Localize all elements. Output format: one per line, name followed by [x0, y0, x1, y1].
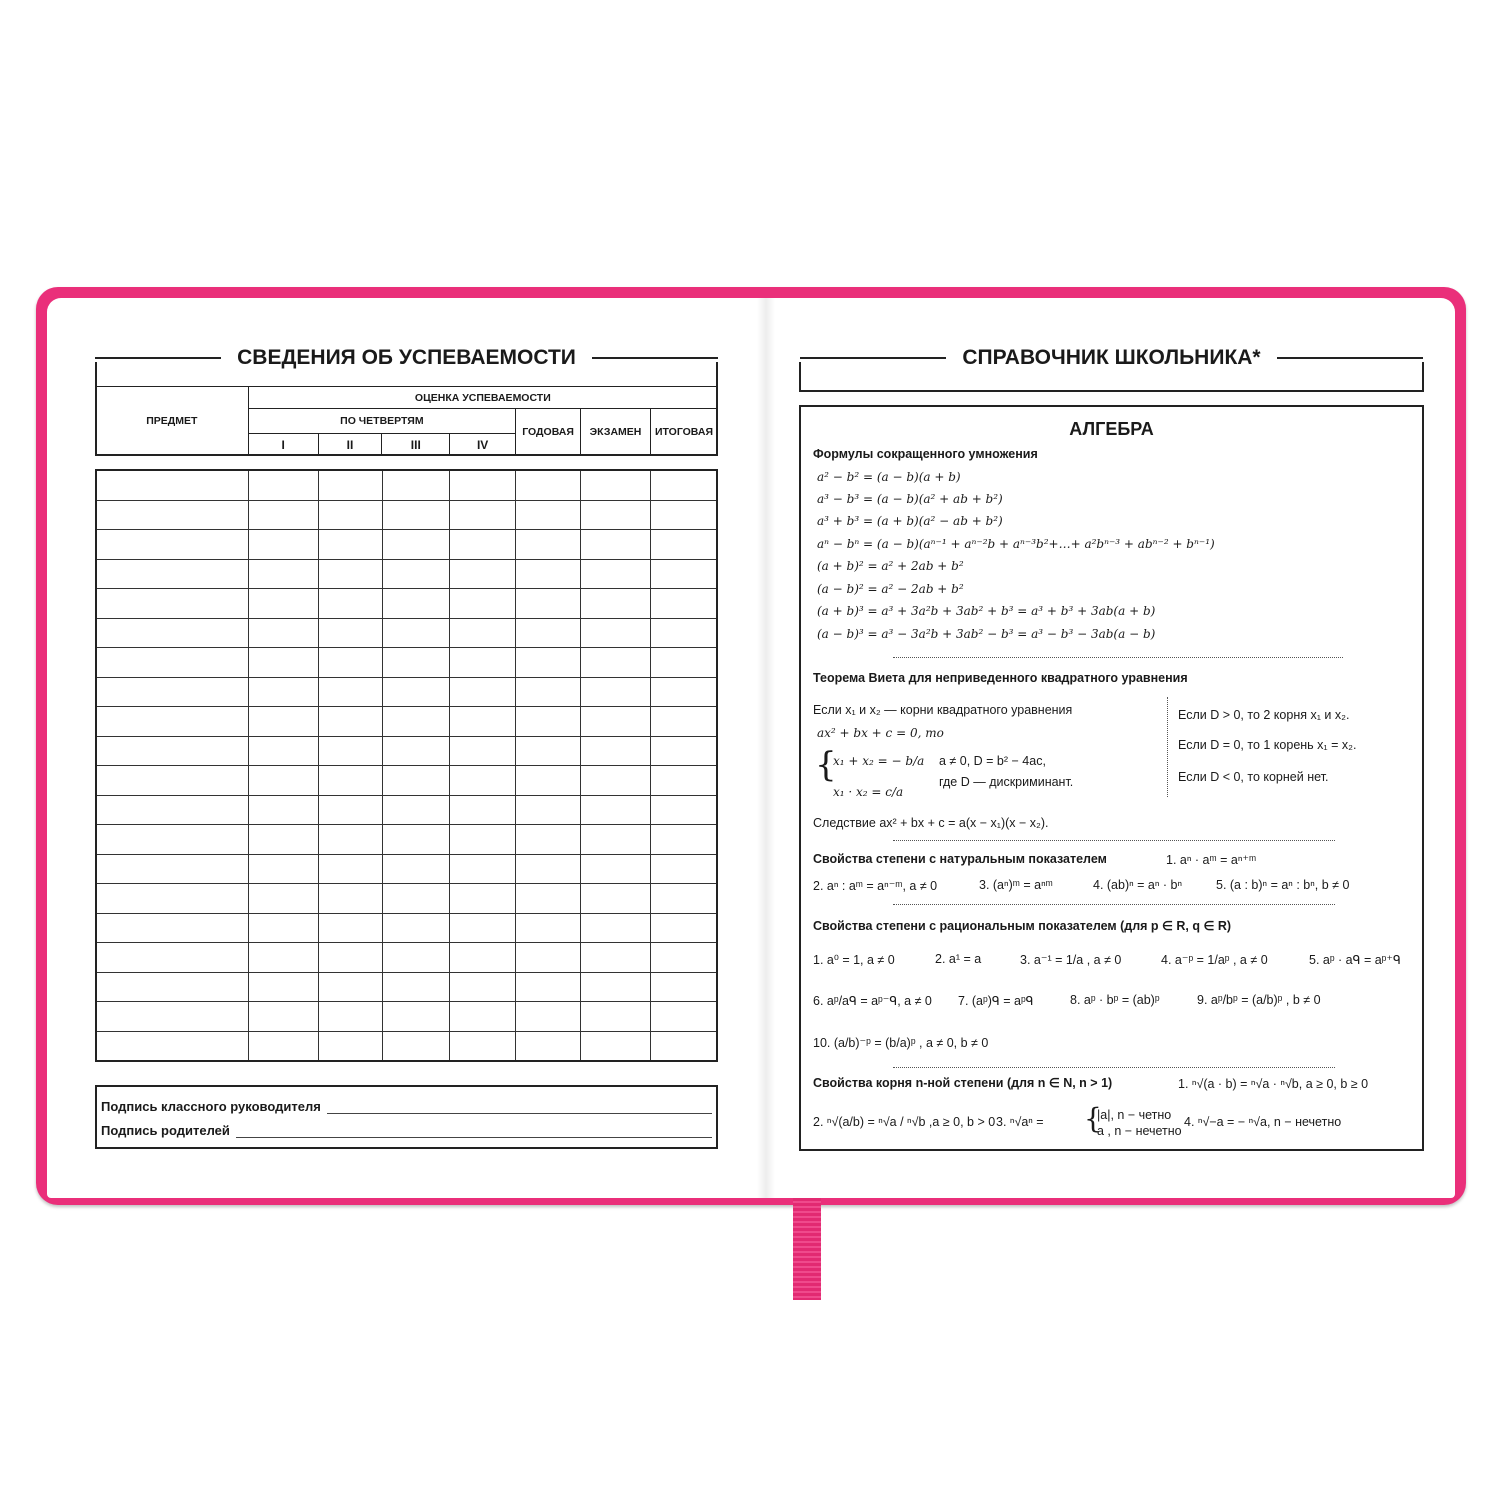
rational-power-9: 9. aᵖ/bᵖ = (a/b)ᵖ , b ≠ 0	[1197, 993, 1321, 1007]
grade-cell[interactable]	[580, 530, 650, 560]
grade-cell[interactable]	[249, 470, 319, 500]
grade-cell[interactable]	[249, 1031, 319, 1061]
discriminant-case-2: Если D = 0, то 1 корень x₁ = x₂.	[1178, 738, 1357, 752]
vieta-product: x₁ · x₂ = c/a	[833, 785, 904, 799]
table-row	[96, 1031, 717, 1061]
grade-cell[interactable]	[382, 530, 450, 560]
grade-cell[interactable]	[249, 648, 319, 678]
grade-cell[interactable]	[650, 825, 717, 855]
natural-power-5: 5. (a : b)ⁿ = aⁿ : bⁿ, b ≠ 0	[1216, 878, 1350, 892]
grade-cell[interactable]	[650, 677, 717, 707]
grade-cell[interactable]	[318, 884, 382, 914]
grade-cell[interactable]	[382, 707, 450, 737]
grade-cell[interactable]	[382, 677, 450, 707]
subject-cell[interactable]	[96, 677, 249, 707]
grade-cell[interactable]	[318, 707, 382, 737]
subject-cell[interactable]	[96, 1031, 249, 1061]
grade-cell[interactable]	[580, 766, 650, 796]
table-row	[96, 677, 717, 707]
rational-powers-heading: Свойства степени с рациональным показателем (для p ∈ R, q ∈ R)	[813, 919, 1232, 933]
grade-cell[interactable]	[580, 1002, 650, 1032]
grade-cell[interactable]	[450, 707, 516, 737]
grade-cell[interactable]	[249, 884, 319, 914]
vieta-condition-1: a ≠ 0, D = b² − 4ac,	[939, 754, 1046, 768]
grade-cell[interactable]	[580, 677, 650, 707]
grade-cell[interactable]	[318, 766, 382, 796]
grade-cell[interactable]	[650, 530, 717, 560]
grade-cell[interactable]	[516, 972, 581, 1002]
grade-cell[interactable]	[516, 589, 581, 619]
subject-cell[interactable]	[96, 825, 249, 855]
exam-header: ЭКЗАМЕН	[581, 409, 651, 456]
table-row	[96, 795, 717, 825]
grade-cell[interactable]	[580, 825, 650, 855]
root-property-3: 3. ⁿ√aⁿ =	[996, 1115, 1044, 1129]
formula-6: (a − b)² = a² − 2ab + b²	[817, 582, 964, 596]
vertical-divider	[1167, 697, 1168, 797]
grade-cell[interactable]	[516, 707, 581, 737]
grade-cell[interactable]	[450, 1002, 516, 1032]
table-row	[96, 943, 717, 973]
formula-2: a³ − b³ = (a − b)(a² + ab + b²)	[817, 492, 1003, 506]
grade-cell[interactable]	[450, 677, 516, 707]
rational-power-7: 7. (aᵖ)ᑫ = aᵖᑫ	[958, 994, 1034, 1008]
table-row	[96, 913, 717, 943]
formula-8: (a − b)³ = a³ − 3a²b + 3ab² − b³ = a³ − b³ − 3ab(a − b)	[817, 627, 1156, 641]
grade-cell[interactable]	[516, 766, 581, 796]
quarter-1-header: I	[248, 434, 318, 456]
formula-4: aⁿ − bⁿ = (a − b)(aⁿ⁻¹ + aⁿ⁻²b + aⁿ⁻³b²+…+ a²bⁿ⁻³ + abⁿ⁻² + bⁿ⁻¹)	[817, 537, 1215, 551]
grade-cell[interactable]	[516, 618, 581, 648]
root-property-4: 4. ⁿ√−a = − ⁿ√a, n − нечетно	[1184, 1115, 1342, 1129]
table-row	[96, 884, 717, 914]
grade-cell[interactable]	[516, 500, 581, 530]
subject-cell[interactable]	[96, 884, 249, 914]
grade-cell[interactable]	[650, 589, 717, 619]
grade-cell[interactable]	[516, 943, 581, 973]
grade-cell[interactable]	[318, 795, 382, 825]
grades-table	[95, 469, 718, 1062]
table-row	[96, 736, 717, 766]
vieta-line-2: ax² + bx + c = 0, то	[817, 726, 944, 740]
root-property-2: 2. ⁿ√(a/b) = ⁿ√a / ⁿ√b ,a ≥ 0, b > 0	[813, 1115, 996, 1129]
rational-power-6: 6. aᵖ/aᑫ = aᵖ⁻ᑫ, a ≠ 0	[813, 994, 932, 1008]
grade-cell[interactable]	[450, 530, 516, 560]
subject-cell[interactable]	[96, 972, 249, 1002]
grade-cell[interactable]	[249, 795, 319, 825]
grade-cell[interactable]	[382, 500, 450, 530]
subject-header: ПРЕДМЕТ	[96, 387, 249, 456]
grade-cell[interactable]	[580, 854, 650, 884]
grade-cell[interactable]	[382, 795, 450, 825]
parents-signature-label: Подпись родителей	[101, 1123, 230, 1138]
left-page-title-text: СВЕДЕНИЯ ОБ УСПЕВАЕМОСТИ	[237, 346, 576, 369]
grade-cell[interactable]	[450, 972, 516, 1002]
grade-cell[interactable]	[382, 884, 450, 914]
discriminant-case-3: Если D < 0, то корней нет.	[1178, 770, 1329, 784]
grade-cell[interactable]	[650, 1002, 717, 1032]
grade-cell[interactable]	[650, 648, 717, 678]
grade-cell[interactable]	[650, 500, 717, 530]
grade-cell[interactable]	[249, 618, 319, 648]
right-title-frame	[799, 362, 1424, 392]
grade-cell[interactable]	[650, 972, 717, 1002]
grade-cell[interactable]	[580, 707, 650, 737]
grade-cell[interactable]	[249, 530, 319, 560]
grade-cell[interactable]	[650, 766, 717, 796]
subject-cell[interactable]	[96, 707, 249, 737]
table-row	[96, 972, 717, 1002]
rational-power-3: 3. a⁻¹ = 1/a , a ≠ 0	[1020, 953, 1122, 967]
grade-cell[interactable]	[318, 470, 382, 500]
grade-cell[interactable]	[580, 913, 650, 943]
teacher-signature-row	[101, 1099, 712, 1114]
grade-cell[interactable]	[450, 500, 516, 530]
grade-cell[interactable]	[516, 1031, 581, 1061]
grade-cell[interactable]	[318, 943, 382, 973]
grade-cell[interactable]	[516, 913, 581, 943]
subject-cell[interactable]	[96, 854, 249, 884]
grade-cell[interactable]	[249, 736, 319, 766]
grade-cell[interactable]	[249, 500, 319, 530]
grade-cell[interactable]	[516, 1002, 581, 1032]
grade-cell[interactable]	[580, 618, 650, 648]
grade-cell[interactable]	[382, 559, 450, 589]
formula-3: a³ + b³ = (a + b)(a² − ab + b²)	[817, 514, 1003, 528]
root-odd-case: a , n − нечетно	[1097, 1124, 1182, 1138]
formula-7: (a + b)³ = a³ + 3a²b + 3ab² + b³ = a³ + b³ + 3ab(a + b)	[817, 604, 1156, 618]
grade-cell[interactable]	[382, 1031, 450, 1061]
grade-cell[interactable]	[450, 1031, 516, 1061]
grade-cell[interactable]	[580, 500, 650, 530]
divider	[893, 840, 1335, 841]
grade-cell[interactable]	[318, 559, 382, 589]
parents-signature-row	[101, 1123, 712, 1138]
table-row	[96, 825, 717, 855]
grade-cell[interactable]	[516, 470, 581, 500]
subject-cell[interactable]	[96, 470, 249, 500]
grade-cell[interactable]	[249, 766, 319, 796]
grade-cell[interactable]	[580, 589, 650, 619]
table-row	[96, 1002, 717, 1032]
grade-cell[interactable]	[450, 913, 516, 943]
grade-cell[interactable]	[450, 618, 516, 648]
natural-power-3: 3. (aⁿ)ᵐ = aⁿᵐ	[979, 878, 1053, 892]
grade-cell[interactable]	[650, 1031, 717, 1061]
grade-cell[interactable]	[650, 707, 717, 737]
rational-power-10: 10. (a/b)⁻ᵖ = (b/a)ᵖ , a ≠ 0, b ≠ 0	[813, 1036, 989, 1050]
grade-cell[interactable]	[382, 736, 450, 766]
grade-cell[interactable]	[650, 943, 717, 973]
algebra-title: АЛГЕБРА	[1069, 419, 1154, 439]
grade-cell[interactable]	[650, 618, 717, 648]
grade-cell[interactable]	[382, 470, 450, 500]
grade-cell[interactable]	[318, 677, 382, 707]
grade-cell[interactable]	[650, 795, 717, 825]
grade-cell[interactable]	[249, 1002, 319, 1032]
subject-cell[interactable]	[96, 648, 249, 678]
table-row	[96, 854, 717, 884]
grade-cell[interactable]	[650, 913, 717, 943]
grade-cell[interactable]	[516, 677, 581, 707]
quarter-3-header: III	[382, 434, 450, 456]
formula-1: a² − b² = (a − b)(a + b)	[817, 470, 961, 484]
rational-power-2: 2. a¹ = a	[935, 952, 982, 966]
parents-signature-line[interactable]	[236, 1125, 712, 1138]
subject-cell[interactable]	[96, 795, 249, 825]
table-row	[96, 559, 717, 589]
subject-cell[interactable]	[96, 530, 249, 560]
grade-cell[interactable]	[450, 559, 516, 589]
grade-cell[interactable]	[318, 972, 382, 1002]
vieta-condition-2: где D — дискриминант.	[939, 775, 1074, 789]
grade-cell[interactable]	[249, 825, 319, 855]
grade-cell[interactable]	[450, 825, 516, 855]
grade-cell[interactable]	[580, 736, 650, 766]
divider	[893, 657, 1343, 658]
grade-cell[interactable]	[318, 618, 382, 648]
grade-cell[interactable]	[516, 530, 581, 560]
table-row	[96, 707, 717, 737]
grade-cell[interactable]	[318, 913, 382, 943]
grade-cell[interactable]	[450, 470, 516, 500]
grade-cell[interactable]	[650, 736, 717, 766]
grade-cell[interactable]	[249, 854, 319, 884]
divider	[893, 904, 1335, 905]
subject-cell[interactable]	[96, 559, 249, 589]
grade-cell[interactable]	[450, 736, 516, 766]
root-even-case: |a|, n − четно	[1097, 1108, 1172, 1122]
root-brace: {	[1084, 1102, 1102, 1135]
grade-cell[interactable]	[450, 943, 516, 973]
grade-cell[interactable]	[318, 530, 382, 560]
right-page-title-text: СПРАВОЧНИК ШКОЛЬНИКА*	[962, 346, 1261, 369]
grade-cell[interactable]	[450, 884, 516, 914]
grade-cell[interactable]	[580, 559, 650, 589]
grade-cell[interactable]	[382, 825, 450, 855]
grade-cell[interactable]	[249, 559, 319, 589]
teacher-signature-label: Подпись классного руководителя	[101, 1099, 321, 1114]
table-row	[96, 766, 717, 796]
grade-cell[interactable]	[450, 766, 516, 796]
grades-header-table	[95, 386, 718, 456]
rational-power-8: 8. aᵖ · bᵖ = (ab)ᵖ	[1070, 993, 1160, 1007]
grade-cell[interactable]	[580, 795, 650, 825]
root-property-1: 1. ⁿ√(a · b) = ⁿ√a · ⁿ√b, a ≥ 0, b ≥ 0	[1178, 1077, 1369, 1091]
table-row	[96, 648, 717, 678]
grade-cell[interactable]	[382, 1002, 450, 1032]
vieta-heading: Теорема Виета для неприведенного квадратного уравнения	[813, 671, 1188, 685]
algebra-reference	[799, 405, 1424, 1151]
natural-power-4: 4. (ab)ⁿ = aⁿ · bⁿ	[1093, 878, 1183, 892]
subject-cell[interactable]	[96, 500, 249, 530]
grade-cell[interactable]	[249, 943, 319, 973]
system-brace: {	[815, 745, 837, 785]
grade-cell[interactable]	[318, 500, 382, 530]
ribbon-bookmark	[793, 1198, 821, 1300]
grade-cell[interactable]	[580, 972, 650, 1002]
final-header: ИТОГОВАЯ	[650, 409, 717, 456]
grade-cell[interactable]	[450, 795, 516, 825]
grade-cell[interactable]	[382, 648, 450, 678]
table-row	[96, 470, 717, 500]
roots-heading: Свойства корня n-ной степени (для n ∈ N, n > 1)	[813, 1076, 1113, 1090]
book-spine	[757, 298, 775, 1198]
grade-cell[interactable]	[249, 707, 319, 737]
subject-cell[interactable]	[96, 618, 249, 648]
grade-cell[interactable]	[650, 884, 717, 914]
grade-cell[interactable]	[318, 1002, 382, 1032]
grade-cell[interactable]	[382, 972, 450, 1002]
quarters-header: ПО ЧЕТВЕРТЯМ	[248, 409, 515, 434]
subject-cell[interactable]	[96, 766, 249, 796]
grade-cell[interactable]	[516, 648, 581, 678]
grade-cell[interactable]	[318, 825, 382, 855]
rational-power-5: 5. aᵖ · aᑫ = aᵖ⁺ᑫ	[1309, 953, 1401, 967]
subject-cell[interactable]	[96, 943, 249, 973]
vieta-sum: x₁ + x₂ = − b/a	[833, 754, 925, 768]
grade-cell[interactable]	[516, 884, 581, 914]
subject-cell[interactable]	[96, 913, 249, 943]
natural-power-2: 2. aⁿ : aᵐ = aⁿ⁻ᵐ, a ≠ 0	[813, 879, 938, 893]
grade-cell[interactable]	[580, 943, 650, 973]
grade-cell[interactable]	[450, 589, 516, 619]
divider	[893, 1067, 1335, 1068]
vieta-corollary: Следствие ax² + bx + c = a(x − x₁)(x − x₂).	[813, 816, 1049, 830]
short-mult-heading: Формулы сокращенного умножения	[813, 447, 1038, 461]
grade-cell[interactable]	[318, 589, 382, 619]
grade-cell[interactable]	[382, 854, 450, 884]
discriminant-case-1: Если D > 0, то 2 корня x₁ и x₂.	[1178, 708, 1350, 722]
signatures-box	[95, 1085, 718, 1149]
grade-cell[interactable]	[382, 589, 450, 619]
grade-cell[interactable]	[249, 677, 319, 707]
grade-cell[interactable]	[382, 766, 450, 796]
grade-cell[interactable]	[450, 854, 516, 884]
quarter-2-header: II	[318, 434, 382, 456]
grade-cell[interactable]	[650, 559, 717, 589]
grade-cell[interactable]	[580, 1031, 650, 1061]
grade-cell[interactable]	[249, 972, 319, 1002]
rational-power-1: 1. a⁰ = 1, a ≠ 0	[813, 953, 895, 967]
grade-cell[interactable]	[249, 589, 319, 619]
subject-cell[interactable]	[96, 736, 249, 766]
quarter-4-header: IV	[450, 434, 516, 456]
grade-cell[interactable]	[516, 825, 581, 855]
grade-cell[interactable]	[382, 943, 450, 973]
grade-cell[interactable]	[516, 854, 581, 884]
annual-header: ГОДОВАЯ	[516, 409, 581, 456]
grade-cell[interactable]	[650, 854, 717, 884]
grade-cell[interactable]	[249, 913, 319, 943]
grade-cell[interactable]	[318, 736, 382, 766]
grade-cell[interactable]	[318, 854, 382, 884]
natural-powers-heading: Свойства степени с натуральным показателем	[813, 852, 1107, 866]
grade-cell[interactable]	[382, 913, 450, 943]
subject-cell[interactable]	[96, 589, 249, 619]
grade-cell[interactable]	[516, 795, 581, 825]
grade-cell[interactable]	[580, 470, 650, 500]
table-row	[96, 500, 717, 530]
natural-power-1: 1. aⁿ · aᵐ = aⁿ⁺ᵐ	[1166, 853, 1257, 867]
grade-cell[interactable]	[580, 884, 650, 914]
teacher-signature-line[interactable]	[327, 1101, 712, 1114]
grade-cell[interactable]	[318, 648, 382, 678]
grade-cell[interactable]	[516, 559, 581, 589]
grade-cell[interactable]	[516, 736, 581, 766]
rational-power-4: 4. a⁻ᵖ = 1/aᵖ , a ≠ 0	[1161, 953, 1268, 967]
grade-cell[interactable]	[580, 648, 650, 678]
table-row	[96, 589, 717, 619]
subject-cell[interactable]	[96, 1002, 249, 1032]
grades-header: ОЦЕНКА УСПЕВАЕМОСТИ	[248, 387, 717, 409]
grade-cell[interactable]	[382, 618, 450, 648]
grade-cell[interactable]	[450, 648, 516, 678]
vieta-line-1: Если x₁ и x₂ — корни квадратного уравнения	[813, 703, 1073, 717]
grade-cell[interactable]	[650, 470, 717, 500]
table-row	[96, 530, 717, 560]
formula-5: (a + b)² = a² + 2ab + b²	[817, 559, 964, 573]
grade-cell[interactable]	[318, 1031, 382, 1061]
table-row	[96, 618, 717, 648]
